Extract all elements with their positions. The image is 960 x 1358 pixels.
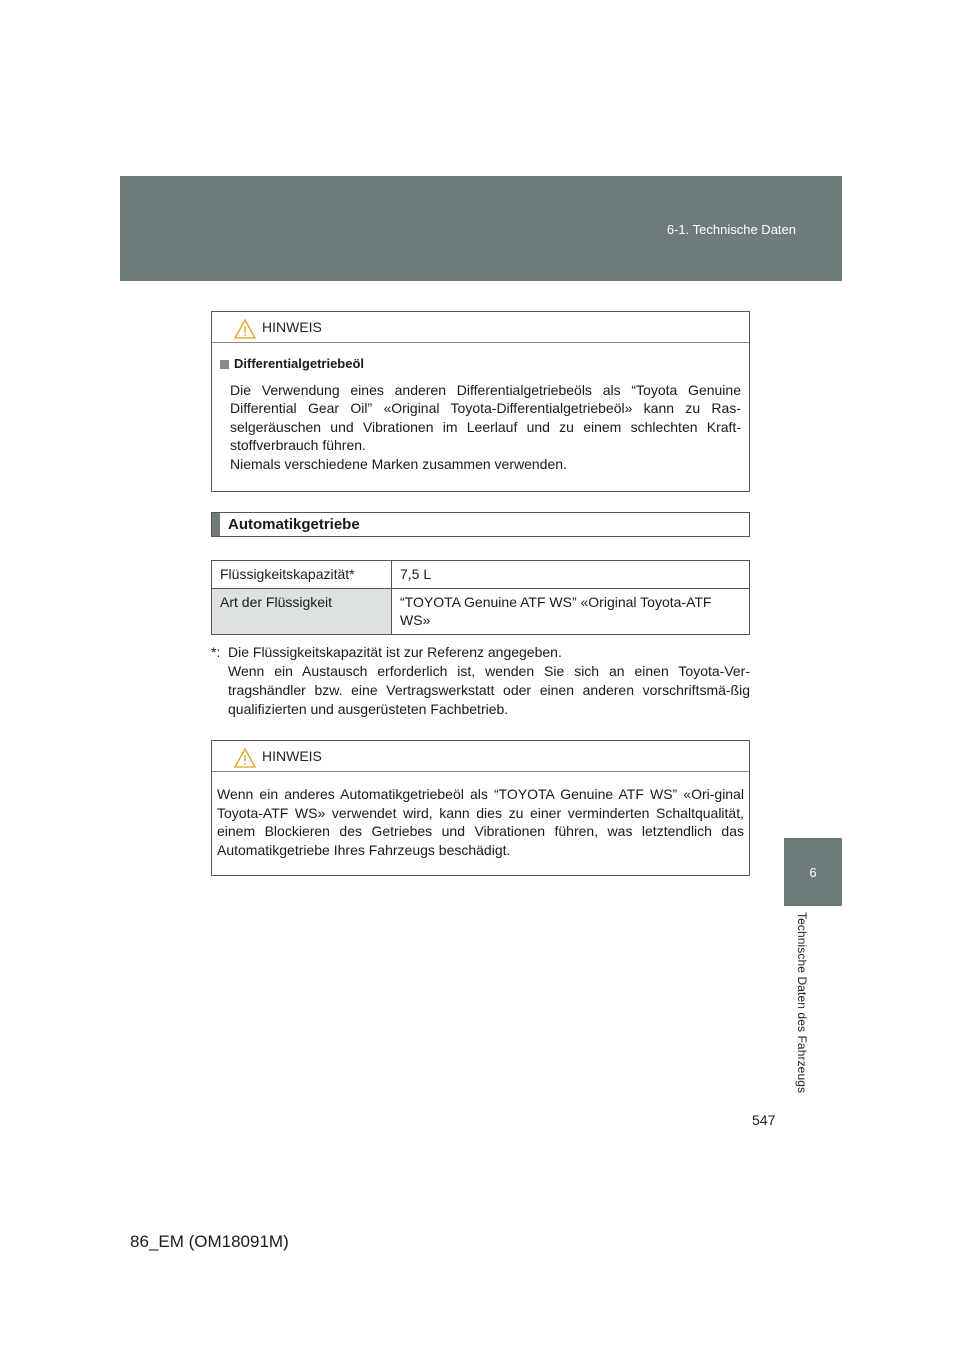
footnote-line: Die Flüssigkeitskapazität ist zur Referenz angegeben. <box>228 644 562 660</box>
notice-title: HINWEIS <box>262 319 322 335</box>
table-row <box>212 561 750 589</box>
document-code: 86_EM (OM18091M) <box>130 1232 289 1251</box>
notice-box-differential <box>211 311 750 492</box>
footnote-continuation: Wenn ein Austausch erforderlich ist, wenden Sie sich an einen Toyota-Ver-tragshändler bzw. eine Vertragswerkstatt oder einen anderen vorschriftsmä-ßig qualifizierten und ausgerüsteten Fachbetrieb. <box>228 663 750 717</box>
notice-box-atf <box>211 740 750 876</box>
header-band <box>120 176 842 281</box>
spec-table <box>211 560 750 635</box>
chapter-label: Technische Daten des Fahrzeugs <box>795 912 809 1094</box>
notice-header <box>212 312 749 343</box>
notice-subheading-text: Differentialgetriebeöl <box>234 356 365 371</box>
section-title: Automatikgetriebe <box>228 516 360 533</box>
table-row <box>212 589 750 635</box>
table-cell-label: Art der Flüssigkeit <box>212 589 392 635</box>
square-bullet-icon <box>220 360 229 369</box>
chapter-tab <box>784 838 842 906</box>
table-cell-value: 7,5 L <box>392 561 750 589</box>
warning-triangle-icon <box>234 748 256 768</box>
section-accent <box>212 513 220 536</box>
warning-triangle-icon <box>234 319 256 339</box>
notice-paragraph: Die Verwendung eines anderen Differentialgetriebeöls als “Toyota Genuine Differential Gear Oil” «Original Toyota-Differentialgetriebeöl» kann zu Ras-selgeräuschen und Vibrationen im Leerlauf und zu einem schlechten Kraft-stoffverbrauch führen. <box>230 381 741 453</box>
chapter-number: 6 <box>809 864 817 880</box>
notice-title: HINWEIS <box>262 748 322 764</box>
notice-subheading <box>220 355 741 374</box>
notice-paragraph-2: Niemals verschiedene Marken zusammen verwenden. <box>230 455 567 472</box>
footnote-marker: *: <box>211 644 221 660</box>
notice-header <box>212 741 749 772</box>
page-number: 547 <box>752 1112 776 1128</box>
notice-body <box>212 772 749 869</box>
header-section-title: 6-1. Technische Daten <box>666 222 796 237</box>
footnote <box>211 643 750 719</box>
notice-body <box>212 343 749 487</box>
section-heading <box>211 512 750 537</box>
table-cell-label: Flüssigkeitskapazität* <box>212 561 392 589</box>
notice-paragraph: Wenn ein anderes Automatikgetriebeöl als “TOYOTA Genuine ATF WS” «Ori-ginal Toyota-ATF WS» verwendet wird, kann dies zu einer verminderten Schaltqualität, einem Blockieren des Getriebes und Vibrationen führen, was letztendlich das Automatikgetriebe Ihres Fahrzeugs beschädigt. <box>217 786 744 858</box>
table-cell-value: “TOYOTA Genuine ATF WS” «Original Toyota-ATF WS» <box>392 589 750 635</box>
